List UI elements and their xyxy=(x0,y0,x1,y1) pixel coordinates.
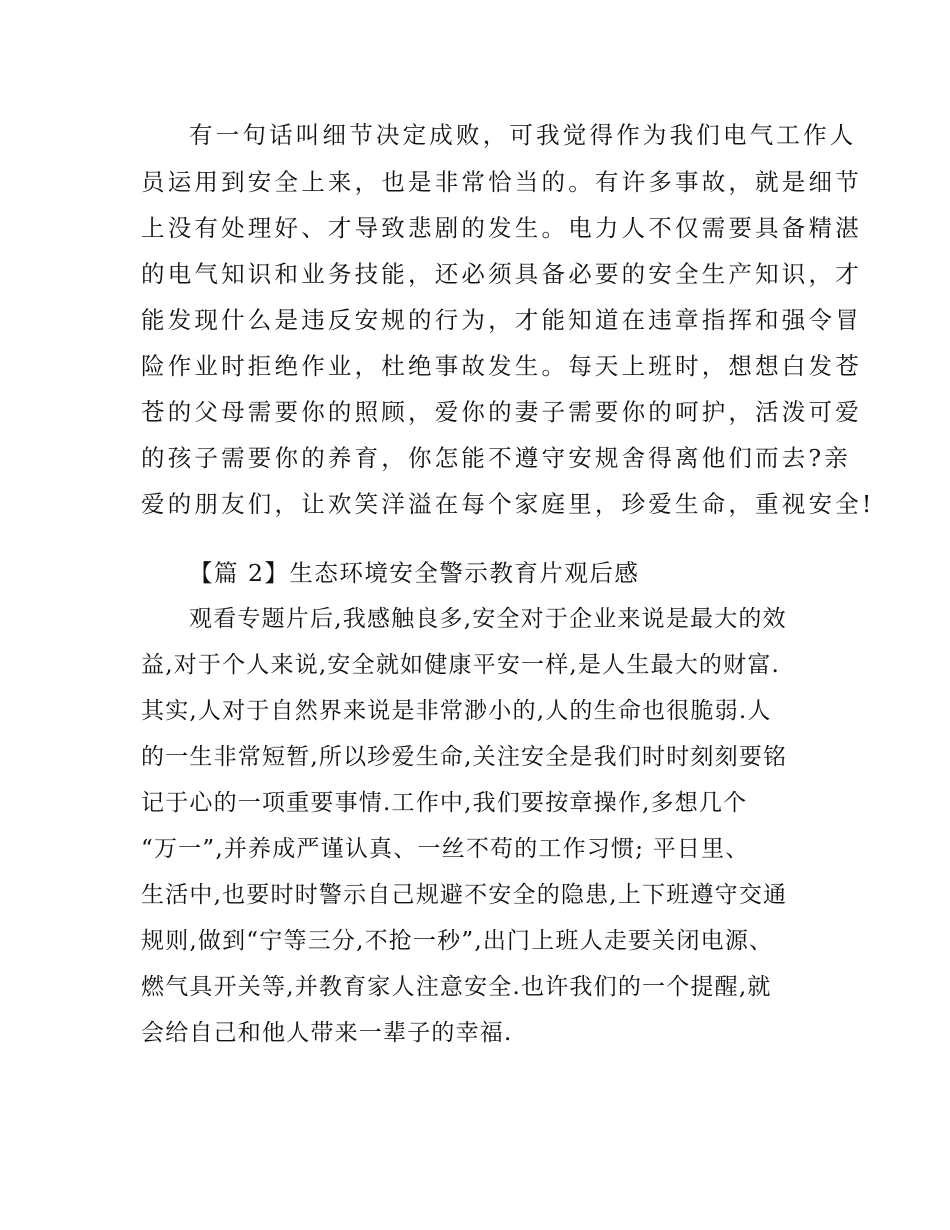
paragraph-1-line-2: 员运用到安全上来，也是非常恰当的。有许多事故，就是细节 xyxy=(141,168,862,196)
paragraph-2-line-1: 观看专题片后,我感触良多,安全对于企业来说是最大的效 xyxy=(189,606,787,632)
paragraph-1-line-8: 的孩子需要你的养育，你怎能不遵守安规舍得离他们而去?亲 xyxy=(141,444,851,472)
paragraph-2-line-3: 其实,人对于自然界来说是非常渺小的,人的生命也很脆弱.人 xyxy=(141,698,772,724)
paragraph-2-line-6: “万一”,并养成严谨认真、一丝不苟的工作习惯; 平日里、 xyxy=(141,836,750,862)
paragraph-2-line-7: 生活中,也要时时警示自己规避不安全的隐患,上下班遵守交通 xyxy=(141,882,788,908)
paragraph-2-line-4: 的一生非常短暂,所以珍爱生命,关注安全是我们时时刻刻要铭 xyxy=(141,744,788,770)
paragraph-1-line-4: 的电气知识和业务技能，还必须具备必要的安全生产知识，才 xyxy=(141,260,862,288)
paragraph-1-line-6: 险作业时拒绝作业，杜绝事故发生。每天上班时，想想白发苍 xyxy=(141,352,862,380)
paragraph-1-line-1: 有一句话叫细节决定成败，可我觉得作为我们电气工作人 xyxy=(189,121,857,149)
paragraph-2-line-8: 规则,做到“宁等三分,不抢一秒”,出门上班人走要关闭电源、 xyxy=(141,928,774,954)
paragraph-1-line-7: 苍的父母需要你的照顾，爱你的妻子需要你的呵护，活泼可爱 xyxy=(141,398,862,426)
paragraph-1-line-3: 上没有处理好、才导致悲剧的发生。电力人不仅需要具备精湛 xyxy=(141,214,862,242)
paragraph-1-line-5: 能发现什么是违反安规的行为，才能知道在违章指挥和强令冒 xyxy=(141,306,862,334)
paragraph-2-line-10: 会给自己和他人带来一辈子的幸福. xyxy=(141,1020,513,1046)
paragraph-2-line-2: 益,对于个人来说,安全就如健康平安一样,是人生最大的财富. xyxy=(141,652,781,678)
paragraph-1-line-9: 爱的朋友们，让欢笑洋溢在每个家庭里，珍爱生命，重视安全! xyxy=(141,490,875,518)
paragraph-2-line-5: 记于心的一项重要事情.工作中,我们要按章操作,多想几个 xyxy=(141,790,748,816)
section-2-heading: 【篇 2】生态环境安全警示教育片观后感 xyxy=(189,559,640,587)
paragraph-2-line-9: 燃气具开关等,并教育家人注意安全.也许我们的一个提醒,就 xyxy=(141,974,772,1000)
